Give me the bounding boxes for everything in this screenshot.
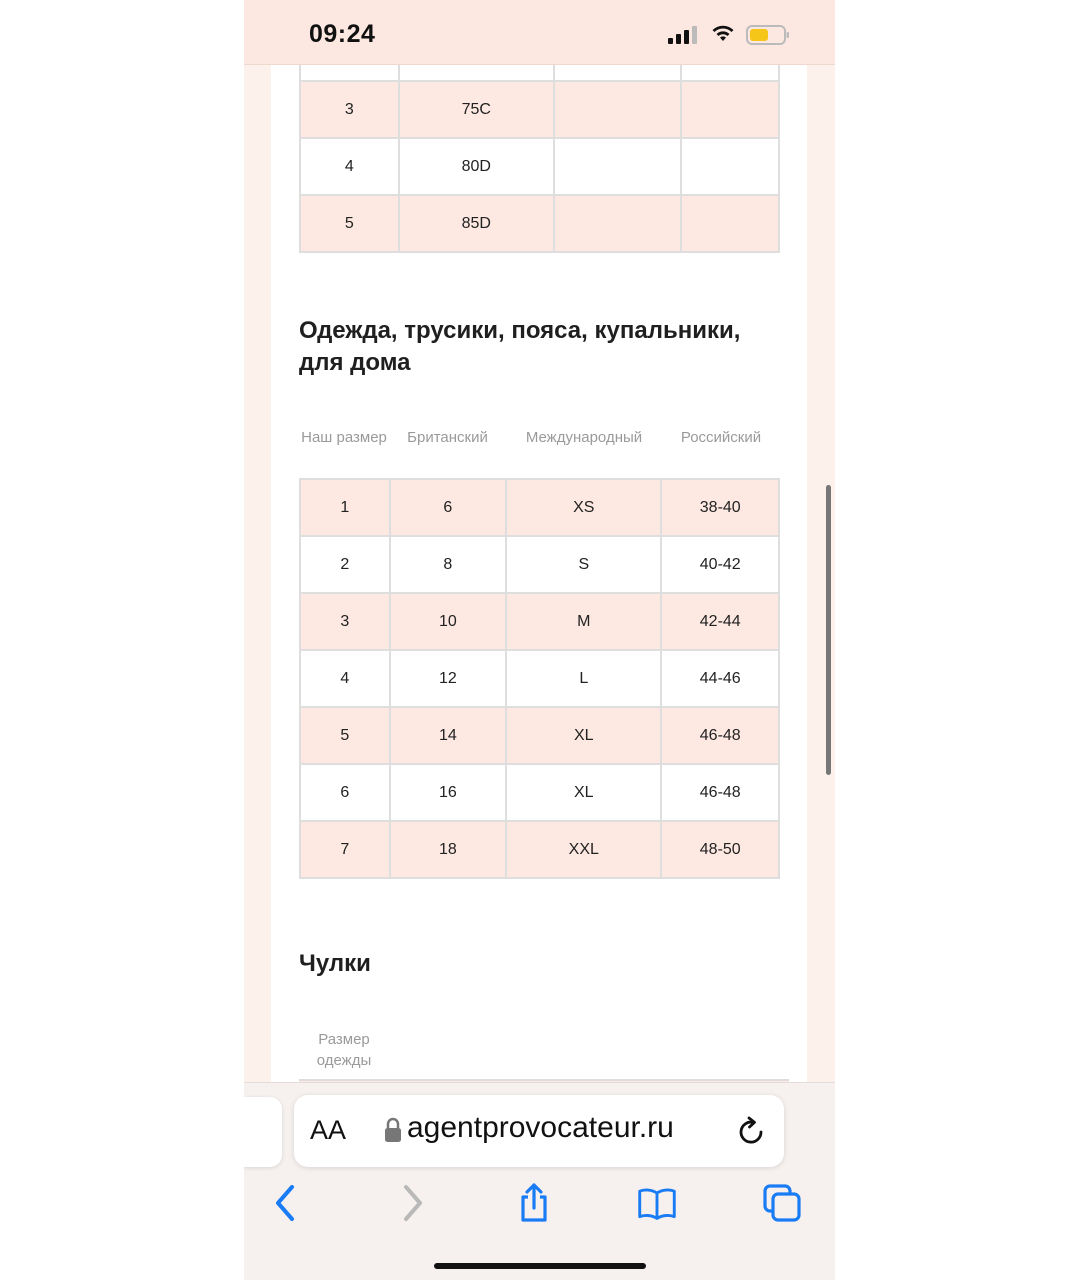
table-cell: 4: [300, 650, 390, 707]
aa-label: AA: [310, 1115, 347, 1145]
table-cell: 40-42: [661, 536, 779, 593]
table-row: [300, 707, 779, 764]
table-cell: [681, 65, 779, 81]
previous-tab-card[interactable]: [244, 1097, 282, 1167]
table-cell: 44-46: [661, 650, 779, 707]
battery-icon: [746, 25, 790, 45]
status-bar: [244, 0, 835, 65]
table-cell: 2: [300, 536, 390, 593]
clothing-size-table: [299, 478, 780, 879]
column-header: Размер одежды: [316, 1031, 372, 1069]
forward-icon[interactable]: [392, 1183, 432, 1223]
table-cell: XL: [506, 707, 661, 764]
table-row: [300, 65, 779, 81]
back-icon[interactable]: [266, 1183, 306, 1223]
status-time: 09:24: [309, 20, 376, 48]
table-cell: XS: [506, 479, 661, 536]
section-title-stockings: Чулки: [299, 950, 371, 977]
section-title-clothing: Одежда, трусики, пояса, купальники, для дома: [299, 317, 741, 376]
table-cell: 85D: [399, 195, 554, 252]
table-cell: 1: [300, 479, 390, 536]
table-cell: 5: [300, 195, 399, 252]
table-cell: 6: [390, 479, 507, 536]
page-content: [271, 65, 807, 1085]
table-cell: [681, 195, 779, 252]
phone-screen: [244, 0, 835, 1280]
table-cell: 18: [390, 821, 507, 878]
table-row: [300, 536, 779, 593]
table-cell: 6: [300, 764, 390, 821]
reload-icon[interactable]: [736, 1115, 766, 1147]
table-cell: 48-50: [661, 821, 779, 878]
table-cell: 8: [390, 536, 507, 593]
table-cell: 46-48: [661, 707, 779, 764]
lock-icon: [384, 1117, 402, 1143]
table-cell: L: [506, 650, 661, 707]
column-header: Российский: [680, 429, 762, 446]
table-cell: [681, 81, 779, 138]
url-text[interactable]: agentprovocateur.ru: [407, 1111, 674, 1144]
table-cell: 14: [390, 707, 507, 764]
table-row: [300, 195, 779, 252]
table-row: [300, 650, 779, 707]
column-header: Международный: [525, 429, 643, 446]
table-cell: [554, 65, 681, 81]
column-header: Наш размер: [301, 429, 387, 446]
signal-icon: [668, 26, 700, 44]
table-cell: 10: [390, 593, 507, 650]
table-cell: 16: [390, 764, 507, 821]
table-cell: [399, 65, 554, 81]
table-cell: M: [506, 593, 661, 650]
table-cell: 12: [390, 650, 507, 707]
table-cell: 4: [300, 138, 399, 195]
reader-options-button[interactable]: [310, 1115, 346, 1146]
table-cell: 75C: [399, 81, 554, 138]
table-row: [300, 764, 779, 821]
table-cell: [554, 81, 681, 138]
table-cell: 3: [300, 593, 390, 650]
table-row: [300, 593, 779, 650]
browser-toolbar: [244, 1082, 835, 1280]
table-cell: S: [506, 536, 661, 593]
column-header: Британский: [407, 429, 488, 446]
table-cell: 38-40: [661, 479, 779, 536]
table-row: [300, 821, 779, 878]
bookmarks-icon[interactable]: [637, 1183, 677, 1223]
table-row: [300, 81, 779, 138]
table-cell: [300, 65, 399, 81]
table-cell: 80D: [399, 138, 554, 195]
table-cell: 42-44: [661, 593, 779, 650]
tabs-icon[interactable]: [762, 1183, 802, 1223]
share-icon[interactable]: [514, 1183, 554, 1223]
table-cell: [554, 138, 681, 195]
table-row: [300, 479, 779, 536]
table-cell: XXL: [506, 821, 661, 878]
table-cell: 5: [300, 707, 390, 764]
address-bar[interactable]: [294, 1095, 784, 1167]
table-cell: [554, 195, 681, 252]
home-indicator: [434, 1263, 646, 1269]
table-cell: 7: [300, 821, 390, 878]
table-cell: XL: [506, 764, 661, 821]
table-cell: [681, 138, 779, 195]
bra-size-table: [299, 65, 780, 253]
scrollbar[interactable]: [826, 485, 831, 775]
wifi-icon: [710, 23, 736, 43]
table-row: [300, 138, 779, 195]
table-cell: 3: [300, 81, 399, 138]
table-cell: 46-48: [661, 764, 779, 821]
